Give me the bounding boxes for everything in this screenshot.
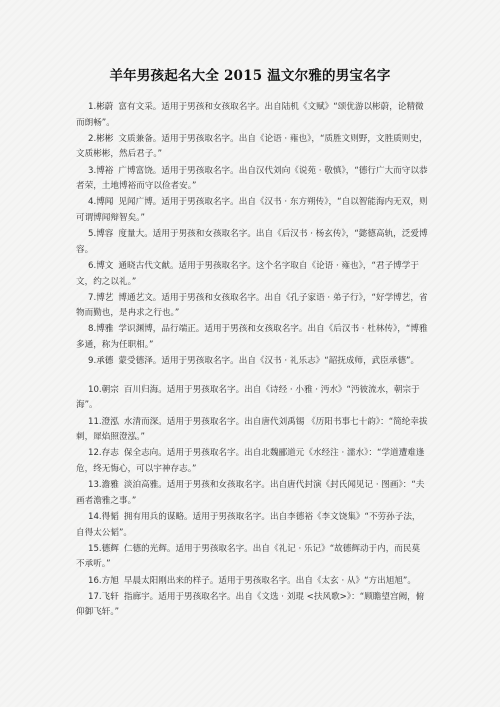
entry-text: 仁德的光辉。适用于男孩取名字。出自《礼记 · 乐记》“故德辉动于内，而民莫不承听。”	[76, 543, 421, 570]
list-item	[76, 227, 428, 258]
entry-number: 12.	[88, 448, 102, 459]
entry-name: 方旭	[101, 575, 119, 586]
entry-text: 保全志向。适用于男孩取名字。出自北魏郦道元《水经注 · 濡水》：“学道遭难逢危，终无悔心，可以宇神存志。”	[76, 448, 425, 474]
entry-number: 4.	[88, 197, 97, 208]
entry-number: 5.	[88, 229, 97, 240]
list-item	[76, 259, 428, 290]
entry-text: 蒙受德泽。适用于男孩取名字。出自《汉书 · 礼乐志》“韶抚成师，武臣承德”。	[118, 356, 420, 367]
entry-name: 博容	[96, 229, 114, 240]
entry-name: 彬蔚	[96, 102, 114, 112]
entry-text: 广博富饶。适用于男孩取名字。出自汉代刘向《说苑 · 敬慎》，“德行广大而守以恭者荣，土地博裕而守以俭者安。”	[76, 165, 428, 192]
entry-name: 博雅	[96, 324, 114, 335]
entry-text: 淡泊高雅。适用于男孩和女孩取名字。出自唐代封演《封氏闻见记 · 图画》：“夫画者澹雅之事。”	[76, 480, 425, 506]
entry-number: 10.	[88, 384, 102, 395]
entry-number: 7.	[88, 292, 97, 303]
list-item	[76, 446, 428, 477]
entry-text: 早晨太阳刚出来的样子。适用于男孩取名字。出自《太玄 · 从》“方出旭旭”。	[123, 575, 416, 586]
entry-text: 拥有用兵的谋略。适用于男孩取名字。出自李德裕《李文饶集》“不劳孙子法，自得太公韬”。	[76, 511, 421, 538]
list-item	[76, 590, 428, 621]
name-list	[76, 100, 428, 622]
list-item	[76, 322, 428, 353]
list-item	[76, 195, 428, 226]
list-item	[76, 354, 428, 370]
entry-name: 飞轩	[101, 591, 119, 602]
list-item	[76, 542, 428, 573]
entry-text: 水清而深。适用于男孩取名字。出自唐代刘禹锡 《历阳书事七十韵》：“简纶幸拔刺，犀焰照澄泓。”	[76, 416, 428, 443]
entry-name: 彬彬	[96, 133, 114, 144]
entry-number: 1.	[88, 102, 97, 112]
list-item	[76, 510, 428, 541]
entry-name: 博裕	[96, 165, 114, 176]
list-item	[76, 100, 428, 131]
entry-name: 博艺	[96, 292, 114, 303]
entry-name: 澹雅	[101, 480, 119, 491]
entry-number: 2.	[88, 133, 97, 144]
entry-name: 博闻	[96, 197, 114, 208]
entry-number: 17.	[88, 591, 102, 602]
entry-text: 文质兼备。适用于男孩取名字。出自《论语 · 雍也》，“质胜文则野，文胜质则史，文质彬彬，然后君子。”	[76, 133, 428, 160]
entry-name: 博文	[96, 260, 114, 271]
entry-text: 富有文采。适用于男孩和女孩取名字。出自陆机《文赋》“颂优游以彬蔚，论精微而朗畅”。	[76, 102, 424, 128]
list-item	[76, 291, 428, 322]
list-item	[76, 164, 428, 195]
entry-text: 学识渊博，品行端正。适用于男孩和女孩取名字。出自《后汉书 · 杜林传》，“博雅多通，称为任职相。”	[76, 324, 428, 351]
entry-number: 3.	[88, 165, 97, 176]
entry-text: 见闻广博。适用于男孩取名字。出自《汉书 · 东方朔传》，“自以智能海内无双，则可谓博闻辩智矣。”	[76, 197, 428, 223]
list-item	[76, 415, 428, 446]
entry-number: 13.	[88, 480, 102, 491]
entry-number: 8.	[88, 324, 97, 335]
entry-number: 9.	[88, 356, 97, 367]
entry-text: 通晓古代文献。适用于男孩取名字。这个名字取自《论语 · 雍也》，“君子博学于文，约之以礼。”	[76, 260, 419, 287]
entry-name: 承德	[96, 356, 114, 367]
entry-name: 存志	[101, 448, 119, 459]
entry-text: 百川归海。适用于男孩取名字。出自《诗经 · 小雅 · 沔水》“沔彼流水，朝宗于海”。	[76, 384, 420, 411]
page-title: 羊年男孩起名大全 2015 温文尔雅的男宝名字	[109, 68, 391, 84]
entry-number: 15.	[88, 543, 102, 554]
entry-text: 度量大。适用于男孩和女孩取名字。出自《后汉书 · 杨玄传》，“懿德高轨，泛爱博容。	[76, 229, 428, 255]
entry-name: 澄泓	[101, 416, 119, 427]
entry-text: 博通艺文。适用于男孩和女孩取名字。出自《孔子家语 · 弟子行》，“好学博艺，省物而勤也，是冉求之行也。”	[76, 292, 428, 319]
entry-number: 14.	[88, 511, 102, 522]
list-item	[76, 574, 428, 590]
entry-text: 指廊宇。适用于男孩取名字。出自《文选 · 刘琨 <扶风歌>》：“顾瞻望宫阙，俯仰御飞轩。”	[76, 591, 425, 618]
list-item	[76, 478, 428, 509]
entry-name: 得韬	[101, 511, 119, 522]
list-item	[76, 132, 428, 163]
entry-number: 6.	[88, 260, 97, 271]
entry-name: 朝宗	[101, 384, 119, 395]
entry-name: 德辉	[101, 543, 119, 554]
entry-number: 16.	[88, 575, 102, 586]
entry-number: 11.	[88, 416, 102, 427]
list-item	[76, 383, 428, 414]
